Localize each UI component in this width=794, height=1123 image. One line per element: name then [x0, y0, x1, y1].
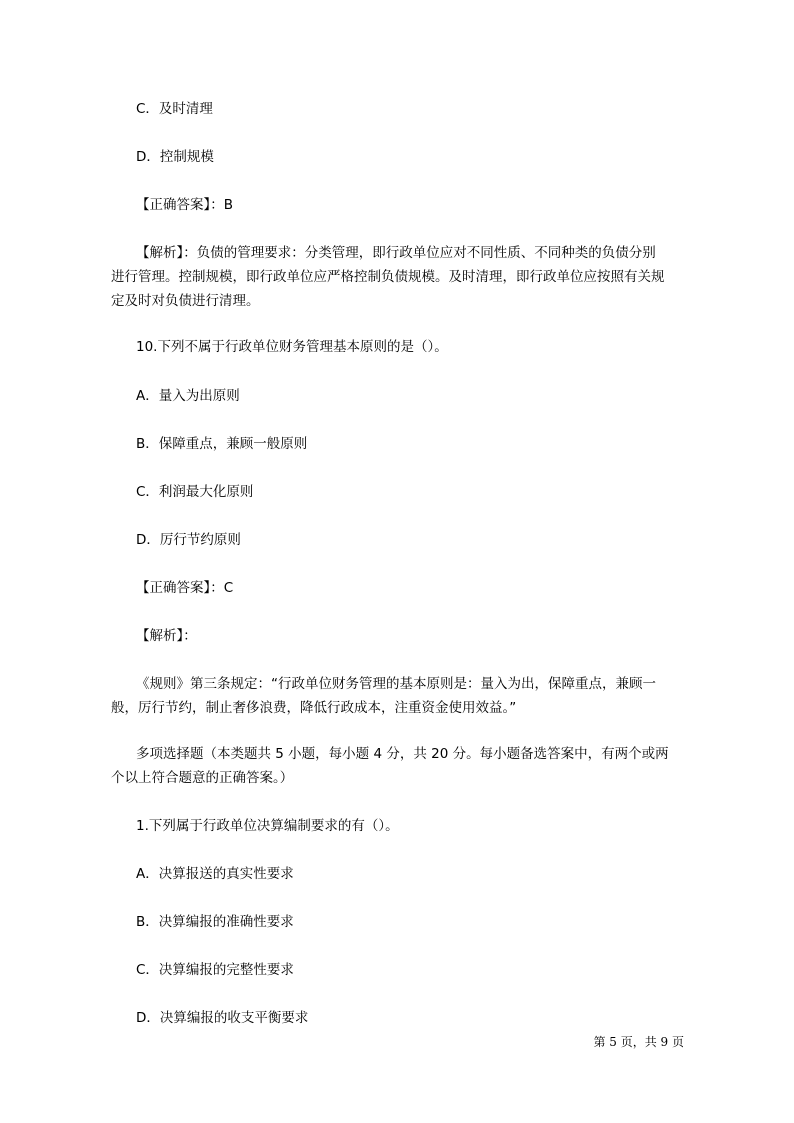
q9-analysis-line3: 定及时对负债进行清理。 [111, 293, 260, 309]
mq1-option-d: D．决算编报的收支平衡要求 [136, 1010, 309, 1026]
mq1-option-a: A．决算报送的真实性要求 [136, 866, 294, 882]
q10-answer: 【正确答案】：C [136, 580, 234, 596]
multi-choice-section-heading [111, 742, 691, 790]
q9-analysis [111, 241, 691, 313]
q9-answer: 【正确答案】：B [136, 197, 234, 213]
q10-analysis-line2: 般，厉行节约，制止奢侈浪费，降低行政成本，注重资金使用效益。” [111, 700, 517, 716]
mq1-question: 1.下列属于行政单位决算编制要求的有（）。 [136, 818, 399, 834]
q10-analysis-line1: 《规则》第三条规定：“行政单位财务管理的基本原则是：量入为出，保障重点，兼顾一 [136, 676, 656, 692]
q10-analysis-label: 【解析】： [136, 628, 197, 644]
q9-analysis-line2: 进行管理。控制规模，即行政单位应严格控制负债规模。及时清理，即行政单位应按照有关规 [111, 269, 665, 285]
page-number: 第 5 页，共 9 页 [593, 1035, 684, 1049]
section-heading-line1: 多项选择题（本类题共 5 小题，每小题 4 分，共 20 分。每小题备选答案中，有两个或两 [136, 746, 669, 762]
q9-option-c: C．及时清理 [136, 101, 213, 117]
section-heading-line2: 个以上符合题意的正确答案。） [111, 770, 294, 786]
q9-analysis-label: 【解析】： [136, 245, 197, 261]
q10-option-d: D．厉行节约原则 [136, 532, 241, 548]
q10-analysis [111, 672, 691, 720]
q10-option-a: A．量入为出原则 [136, 388, 240, 404]
q10-option-c: C．利润最大化原则 [136, 484, 254, 500]
q9-analysis-line1: 负债的管理要求：分类管理，即行政单位应对不同性质、不同种类的负债分别 [196, 245, 656, 261]
q10-question: 10.下列不属于行政单位财务管理基本原则的是（）。 [136, 339, 448, 355]
mq1-option-c: C．决算编报的完整性要求 [136, 962, 294, 978]
mq1-option-b: B．决算编报的准确性要求 [136, 914, 294, 930]
q10-option-b: B．保障重点，兼顾一般原则 [136, 436, 308, 452]
q9-option-d: D．控制规模 [136, 149, 214, 165]
